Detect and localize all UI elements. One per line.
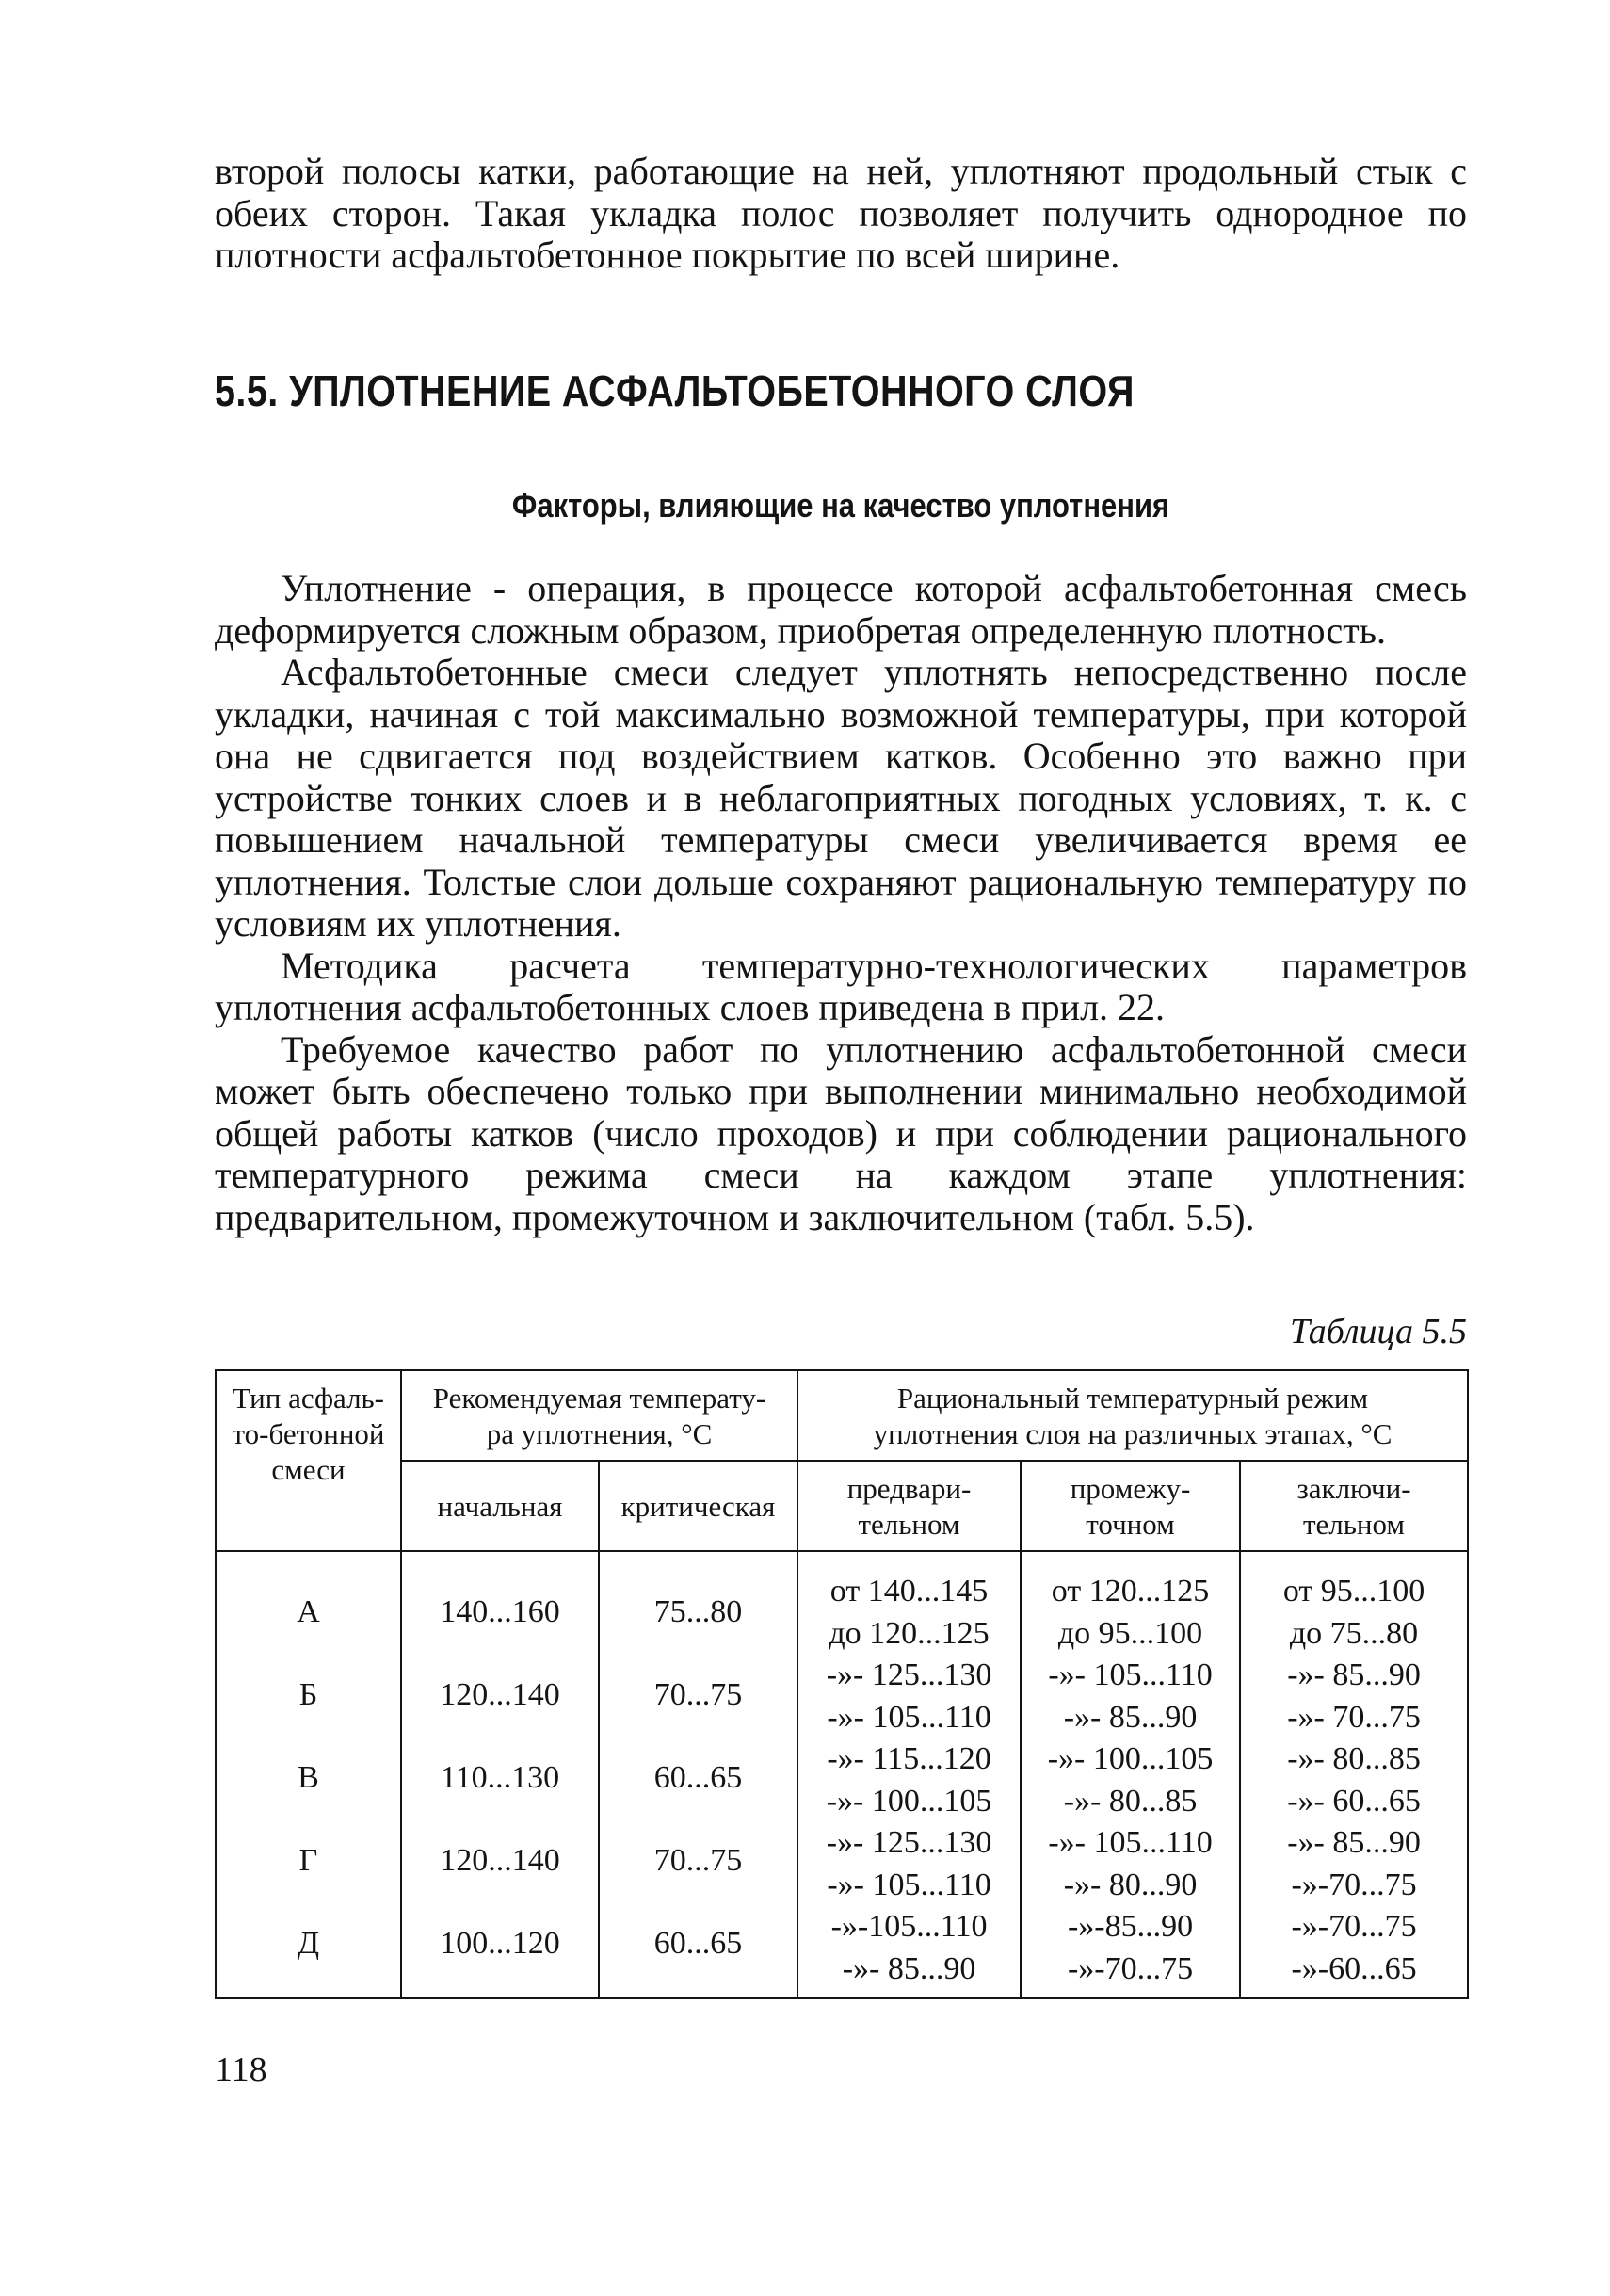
compaction-temperature-table [215,1369,1469,1999]
subsection-title: Факторы, влияющие на качество уплотнения [511,486,1170,525]
header-intermediate-stage: промежу- точном [1021,1461,1240,1551]
intro-paragraph: второй полосы катки, работающие на ней, уплотняют продольный стык с обеих сторон. Такая укладка полос позволяет получить однородное по плотности асфальтобетонное покрытие по всей ширине. [215,150,1467,276]
header-mix-type: Тип асфаль- то-бетонной смеси [216,1370,401,1551]
header-rational-regime: Рациональный температурный режим уплотнения слоя на различных этапах, °С [797,1370,1468,1461]
body-text [215,568,1467,1238]
section-title: 5.5. УПЛОТНЕНИЕ АСФАЛЬТОБЕТОННОГО СЛОЯ [215,366,1135,415]
header-final-stage: заключи- тельном [1240,1461,1468,1551]
mix-type-cell: А Б В Г Д [216,1551,401,1998]
table-header-row-1 [216,1370,1468,1461]
final-stage-cell: от 95...100 до 75...80 -»- 85...90 -»- 70...75 -»- 80...85 -»- 60...65 -»- 85...90 -»-70...75 -»-70...75 -»-60...65 [1240,1551,1468,1998]
paragraph-quality: Требуемое качество работ по уплотнению асфальтобетонной смеси может быть обеспечено только при выполнении минимально необходимой общей работы катков (число проходов) и при соблюдении рационального температурного режима смеси на каждом этапе уплотнения: предварительном, промежуточном и заключительном (табл. 5.5). [215,1027,1467,1238]
header-critical-temperature: критическая [599,1461,797,1551]
header-recommended-temperature: Рекомендуемая температу- ра уплотнения, °С [401,1370,797,1461]
intermediate-stage-cell: от 120...125 до 95...100 -»- 105...110 -»- 85...90 -»- 100...105 -»- 80...85 -»- 105...110 -»- 80...90 -»-85...90 -»-70...75 [1021,1551,1240,1998]
table-caption: Таблица 5.5 [1290,1312,1467,1351]
table-body-row [216,1551,1468,1998]
start-temperature-cell: 140...160 120...140 110...130 120...140 100...120 [401,1551,599,1998]
header-preliminary-stage: предвари- тельном [797,1461,1021,1551]
paragraph-definition: Уплотнение - операция, в процессе которой асфальтобетонная смесь деформируется сложным образом, приобретая определенную плотность. [215,567,1467,652]
paragraph-compaction-timing: Асфальтобетонные смеси следует уплотнять непосредственно после укладки, начиная с той максимально возможной температуры, при которой она не сдвигается под воздействием катков. Особенно это важно при устройстве тонких слоев и в неблагоприятных погодных условиях, т. к. с повышением начальной температуры смеси увеличивается время ее уплотнения. Толстые слои дольше сохраняют рациональную температуру по условиям их уплотнения. [215,651,1467,945]
header-start-temperature: начальная [401,1461,599,1551]
preliminary-stage-cell: от 140...145 до 120...125 -»- 125...130 -»- 105...110 -»- 115...120 -»- 100...105 -»- 125...130 -»- 105...110 -»-105...110 -»- 85...90 [797,1551,1021,1998]
paragraph-method: Методика расчета температурно-технологических параметров уплотнения асфальтобетонных слоев приведена в прил. 22. [215,944,1467,1028]
critical-temperature-cell: 75...80 70...75 60...65 70...75 60...65 [599,1551,797,1998]
intro-text [215,151,1467,277]
table-header-row-2 [216,1461,1468,1551]
page-number: 118 [215,2050,267,2090]
